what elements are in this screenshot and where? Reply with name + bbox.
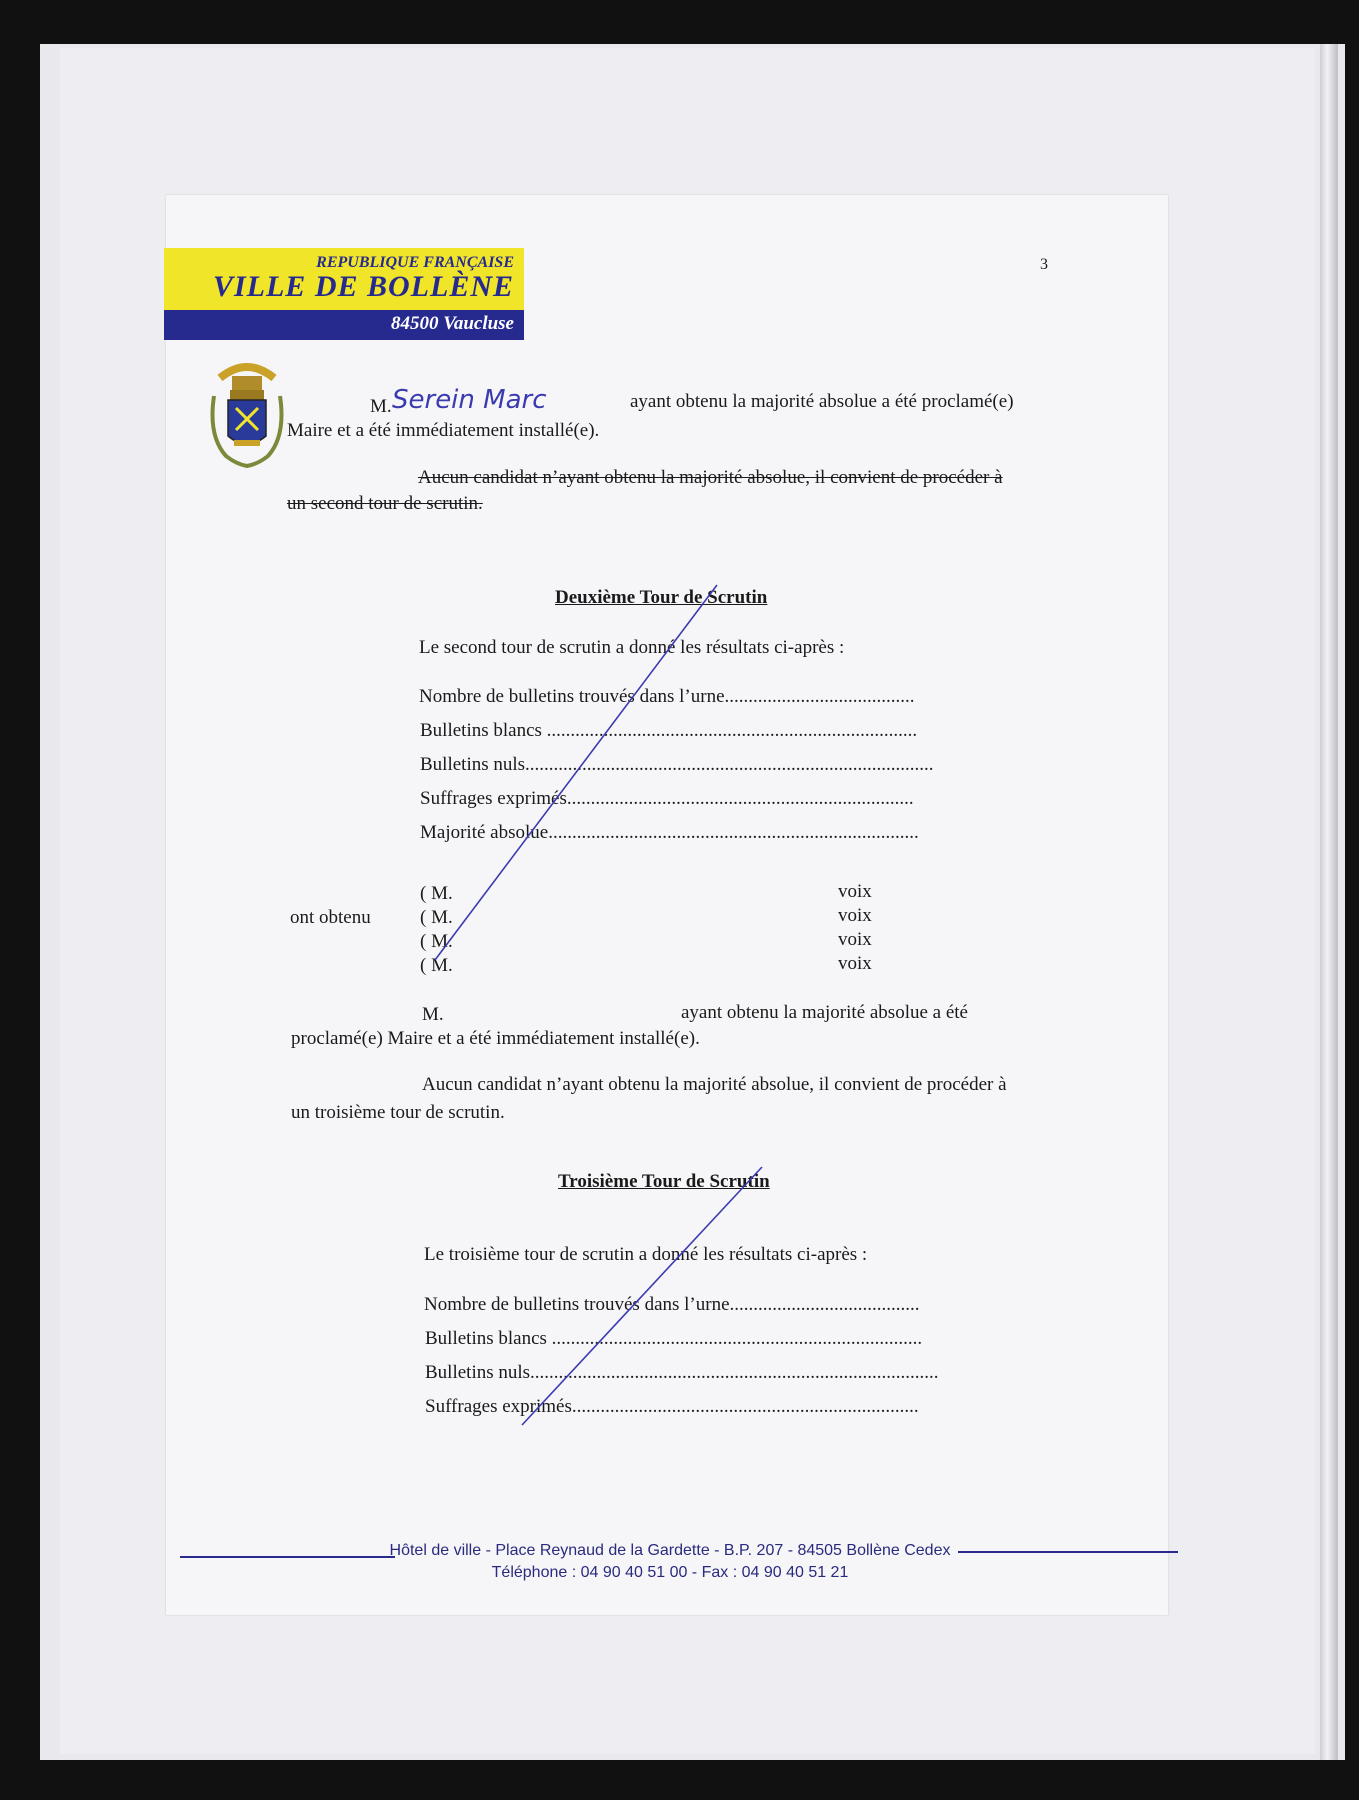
voix-label: voix: [838, 905, 872, 926]
footer-rule-right: [958, 1551, 1178, 1553]
tour2-row: Suffrages exprimés.........................................................................: [420, 788, 914, 809]
candidate-label: ( M.: [420, 955, 453, 976]
m-label-1: M.: [370, 396, 392, 417]
proclaim-line-2: Maire et a été immédiatement installé(e).: [287, 420, 600, 441]
tour2-row: Majorité absolue..............................................................................: [420, 822, 919, 843]
tour2-row: Bulletins blancs ..............................................................................: [420, 720, 918, 741]
tour3-row: Nombre de bulletins trouvés dans l’urne........................................: [424, 1294, 920, 1315]
tour2-proclaim-line-2: proclamé(e) Maire et a été immédiatement installé(e).: [291, 1028, 700, 1049]
candidate-label: ( M.: [420, 907, 453, 928]
voix-label: voix: [838, 929, 872, 950]
struck-line-2: un second tour de scrutin.: [287, 493, 483, 514]
tour2-m-label: M.: [422, 1004, 444, 1025]
logo-departement: 84500 Vaucluse: [391, 313, 514, 334]
handwritten-name: Serein Marc: [392, 385, 547, 415]
logo-ville: VILLE DE BOLLÈNE: [212, 270, 514, 303]
tour3-row: Suffrages exprimés.........................................................................: [425, 1396, 919, 1417]
tour3-row: Bulletins blancs ..............................................................................: [425, 1328, 923, 1349]
tour3-title: Troisième Tour de Scrutin: [558, 1171, 770, 1192]
tour2-aucun-line-1: Aucun candidat n’ayant obtenu la majorité absolue, il convient de procéder à: [422, 1074, 1007, 1095]
tour2-strike-line: [435, 585, 717, 960]
tour3-row: Bulletins nuls......................................................................................: [425, 1362, 939, 1383]
candidate-label: ( M.: [420, 883, 453, 904]
struck-line-1: Aucun candidat n’ayant obtenu la majorité absolue, il convient de procéder à: [418, 467, 1003, 488]
tour3-intro: Le troisième tour de scrutin a donné les résultats ci-après :: [424, 1244, 868, 1265]
footer-address: Hôtel de ville - Place Reynaud de la Gardette - B.P. 207 - 84505 Bollène Cedex: [389, 1542, 951, 1559]
tour2-row: Bulletins nuls......................................................................................: [420, 754, 934, 775]
tour3-strike-line: [522, 1167, 762, 1425]
voix-label: voix: [838, 881, 872, 902]
tour2-title: Deuxième Tour de Scrutin: [555, 587, 768, 608]
tour2-proclaim-line-1: ayant obtenu la majorité absolue a été: [681, 1002, 968, 1023]
tour2-aucun-line-2: un troisième tour de scrutin.: [291, 1102, 505, 1123]
footer-phone: Téléphone : 04 90 40 51 00 - Fax : 04 90 40 51 21: [491, 1564, 849, 1581]
candidate-label: ( M.: [420, 931, 453, 952]
logo-republique: REPUBLIQUE FRANÇAISE: [316, 254, 514, 271]
ont-obtenu-label: ont obtenu: [290, 907, 371, 928]
tour2-intro: Le second tour de scrutin a donné les résultats ci-après :: [419, 637, 845, 658]
proclaim-line-1: ayant obtenu la majorité absolue a été proclamé(e): [630, 391, 1014, 412]
tour2-row: Nombre de bulletins trouvés dans l’urne........................................: [419, 686, 915, 707]
voix-label: voix: [838, 953, 872, 974]
page-number: 3: [1040, 256, 1048, 273]
